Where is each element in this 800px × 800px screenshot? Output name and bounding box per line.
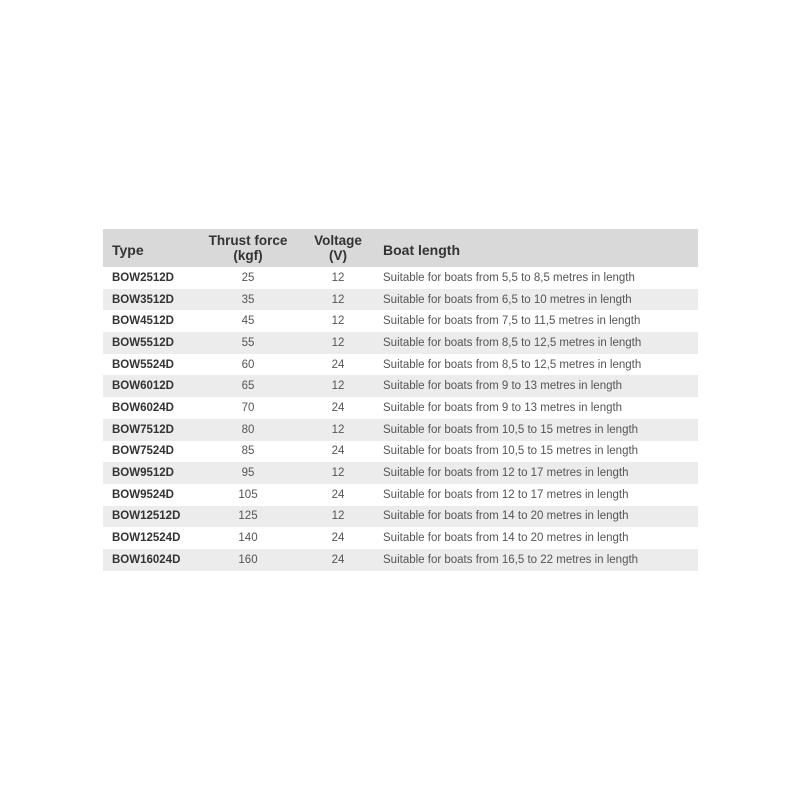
cell-voltage: 12 bbox=[331, 315, 345, 328]
cell-voltage: 24 bbox=[331, 532, 345, 545]
cell-thrust-force: 140 bbox=[238, 532, 258, 545]
header-type: Type bbox=[112, 241, 144, 258]
table-body bbox=[103, 267, 698, 571]
cell-voltage: 24 bbox=[331, 488, 345, 501]
cell-type: BOW7512D bbox=[112, 423, 174, 436]
header-boat-length: Boat length bbox=[383, 241, 460, 258]
header-thrust-unit: (kgf) bbox=[233, 248, 263, 263]
cell-thrust-force: 60 bbox=[241, 358, 255, 371]
cell-thrust-force: 105 bbox=[238, 488, 258, 501]
cell-boat-length: Suitable for boats from 9 to 13 metres in length bbox=[383, 380, 623, 393]
cell-boat-length: Suitable for boats from 7,5 to 11,5 metres in length bbox=[383, 315, 641, 328]
cell-thrust-force: 80 bbox=[241, 423, 255, 436]
cell-type: BOW2512D bbox=[112, 271, 174, 284]
cell-type: BOW7524D bbox=[112, 445, 174, 458]
cell-thrust-force: 85 bbox=[241, 445, 255, 458]
cell-type: BOW5524D bbox=[112, 358, 174, 371]
cell-type: BOW12512D bbox=[112, 510, 181, 523]
cell-voltage: 24 bbox=[331, 445, 345, 458]
header-thrust-label: Thrust force bbox=[208, 233, 288, 248]
cell-voltage: 12 bbox=[331, 467, 345, 480]
cell-thrust-force: 35 bbox=[241, 293, 255, 306]
cell-thrust-force: 65 bbox=[241, 380, 255, 393]
cell-boat-length: Suitable for boats from 8,5 to 12,5 metres in length bbox=[383, 336, 642, 349]
cell-voltage: 24 bbox=[331, 401, 345, 414]
cell-boat-length: Suitable for boats from 6,5 to 10 metres in length bbox=[383, 293, 632, 306]
table-row bbox=[103, 441, 698, 463]
cell-thrust-force: 125 bbox=[238, 510, 258, 523]
cell-boat-length: Suitable for boats from 16,5 to 22 metres in length bbox=[383, 553, 639, 566]
cell-thrust-force: 55 bbox=[241, 336, 255, 349]
cell-voltage: 24 bbox=[331, 553, 345, 566]
table-row bbox=[103, 375, 698, 397]
header-row bbox=[103, 229, 698, 267]
cell-type: BOW5512D bbox=[112, 336, 174, 349]
cell-type: BOW4512D bbox=[112, 315, 174, 328]
cell-voltage: 12 bbox=[331, 293, 345, 306]
table-header bbox=[103, 229, 698, 267]
header-voltage-label: Voltage bbox=[314, 233, 362, 248]
cell-type: BOW12524D bbox=[112, 532, 181, 545]
cell-boat-length: Suitable for boats from 8,5 to 12,5 metres in length bbox=[383, 358, 642, 371]
header-voltage bbox=[298, 229, 378, 267]
table-row bbox=[103, 527, 698, 549]
table-row bbox=[103, 397, 698, 419]
table-row bbox=[103, 332, 698, 354]
cell-voltage: 12 bbox=[331, 510, 345, 523]
cell-boat-length: Suitable for boats from 12 to 17 metres in length bbox=[383, 488, 629, 501]
table-row bbox=[103, 310, 698, 332]
header-thrust-force bbox=[198, 229, 298, 267]
cell-boat-length: Suitable for boats from 14 to 20 metres in length bbox=[383, 532, 629, 545]
cell-type: BOW9524D bbox=[112, 488, 174, 501]
cell-boat-length: Suitable for boats from 10,5 to 15 metres in length bbox=[383, 445, 639, 458]
table-row bbox=[103, 462, 698, 484]
table-row bbox=[103, 267, 698, 289]
cell-voltage: 12 bbox=[331, 336, 345, 349]
cell-thrust-force: 70 bbox=[241, 401, 255, 414]
table-row bbox=[103, 484, 698, 506]
cell-boat-length: Suitable for boats from 10,5 to 15 metres in length bbox=[383, 423, 639, 436]
cell-thrust-force: 95 bbox=[241, 467, 255, 480]
cell-type: BOW6024D bbox=[112, 401, 174, 414]
header-voltage-unit: (V) bbox=[329, 248, 347, 263]
cell-type: BOW6012D bbox=[112, 380, 174, 393]
cell-type: BOW16024D bbox=[112, 553, 181, 566]
table-row bbox=[103, 506, 698, 528]
table-row bbox=[103, 289, 698, 311]
table-row bbox=[103, 549, 698, 571]
cell-voltage: 12 bbox=[331, 380, 345, 393]
cell-type: BOW3512D bbox=[112, 293, 174, 306]
cell-thrust-force: 45 bbox=[241, 315, 255, 328]
cell-thrust-force: 25 bbox=[241, 271, 255, 284]
cell-thrust-force: 160 bbox=[238, 553, 258, 566]
cell-boat-length: Suitable for boats from 14 to 20 metres in length bbox=[383, 510, 629, 523]
cell-type: BOW9512D bbox=[112, 467, 174, 480]
cell-voltage: 12 bbox=[331, 271, 345, 284]
table-row bbox=[103, 354, 698, 376]
table-row bbox=[103, 419, 698, 441]
cell-boat-length: Suitable for boats from 5,5 to 8,5 metres in length bbox=[383, 271, 635, 284]
cell-voltage: 12 bbox=[331, 423, 345, 436]
cell-voltage: 24 bbox=[331, 358, 345, 371]
cell-boat-length: Suitable for boats from 12 to 17 metres in length bbox=[383, 467, 629, 480]
cell-boat-length: Suitable for boats from 9 to 13 metres in length bbox=[383, 401, 623, 414]
thruster-spec-table bbox=[103, 229, 698, 571]
